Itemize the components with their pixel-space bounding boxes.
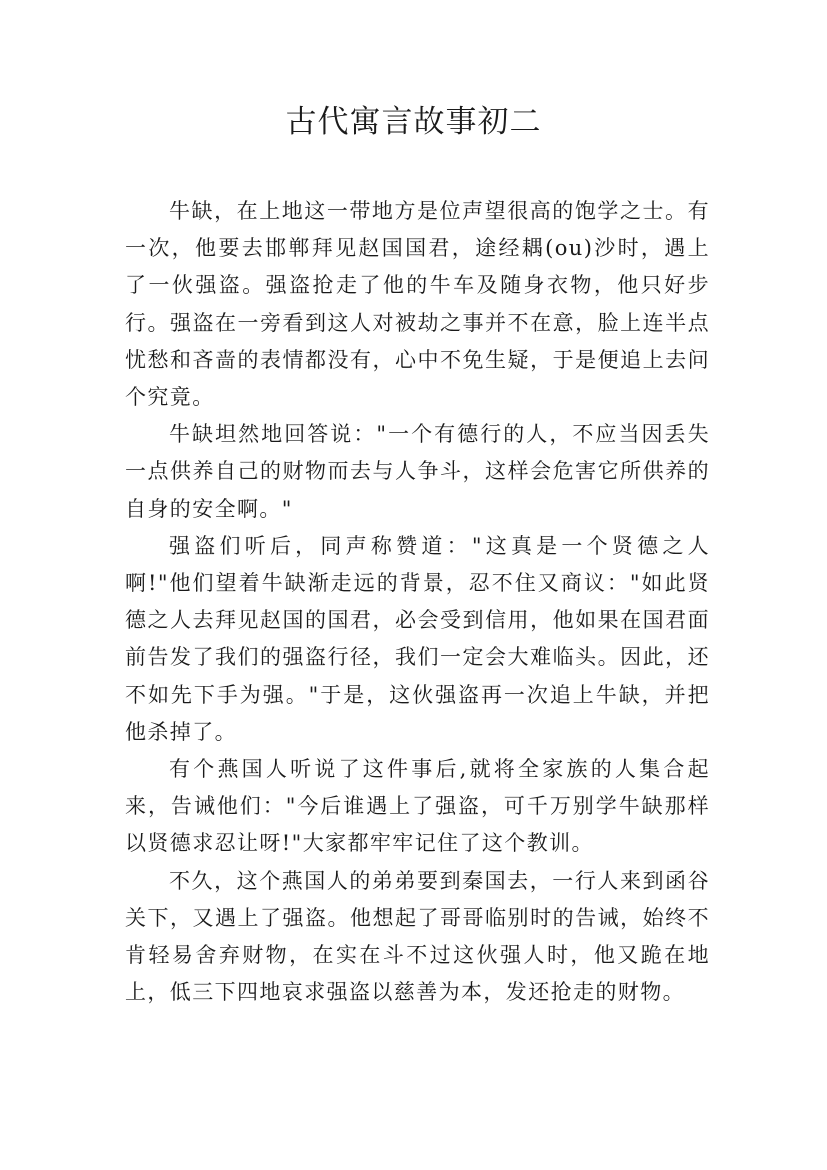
document-title: 古代寓言故事初二 [285, 104, 542, 140]
paragraph-3: 强盗们听后，同声称赞道："这真是一个贤德之人啊!"他们望着牛缺渐走远的背景，忍不住又商议："如此贤德之人去拜见赵国的国君，必会受到信用，他如果在国君面前告发了我们的强盗行径，我们一定会大难临头。因此，还不如先下手为强。"于是，这伙强盗再一次追上牛缺，并把他杀掉了。 [125, 533, 710, 744]
paragraph-5: 不久，这个燕国人的弟弟要到秦国去，一行人来到函谷关下，又遇上了强盗。他想起了哥哥临别时的告诫，始终不肯轻易舍弃财物，在实在斗不过这伙强人时，他又跪在地上，低三下四地哀求强盗以慈善为本，发还抢走的财物。 [125, 868, 710, 1005]
document-body [125, 193, 710, 1011]
paragraph-2: 牛缺坦然地回答说："一个有德行的人，不应当因丢失一点供养自己的财物而去与人争斗，这样会危害它所供养的自身的安全啊。" [125, 422, 710, 521]
paragraph-1: 牛缺，在上地这一带地方是位声望很高的饱学之士。有一次，他要去邯郸拜见赵国国君，途经耦(ou)沙时，遇上了一伙强盗。强盗抢走了他的牛车及随身衣物，他只好步行。强盗在一旁看到这人对被劫之事并不在意，脸上连半点忧愁和吝啬的表情都没有，心中不免生疑，于是便追上去问个究竟。 [125, 199, 710, 410]
paragraph-4: 有个燕国人听说了这件事后,就将全家族的人集合起来，告诫他们："今后谁遇上了强盗，可千万别学牛缺那样以贤德求忍让呀!"大家都牢牢记住了这个教训。 [125, 757, 710, 856]
